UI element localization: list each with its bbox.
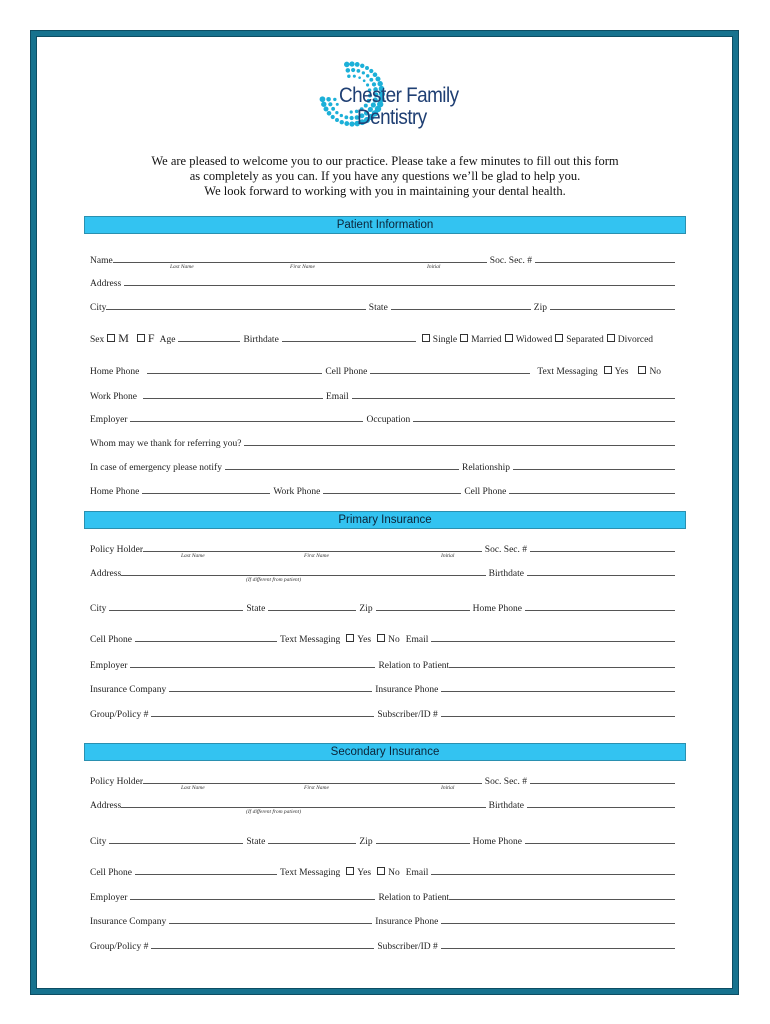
primary-first-name-hint: First Name bbox=[304, 553, 329, 559]
logo-dot bbox=[369, 78, 373, 82]
secondary-insurance-header: Secondary Insurance bbox=[84, 743, 686, 761]
logo-dot bbox=[331, 115, 335, 119]
secondary-text-yes-label: Yes bbox=[357, 868, 372, 878]
logo-dot bbox=[321, 102, 326, 107]
secondary-text-messaging-label: Text Messaging bbox=[279, 868, 341, 878]
last-name-hint: Last Name bbox=[170, 264, 194, 270]
patient-city-row bbox=[90, 300, 678, 314]
secondary-relation-field[interactable] bbox=[449, 890, 675, 900]
primary-ssn-field[interactable] bbox=[530, 542, 675, 552]
logo-dot bbox=[327, 111, 332, 116]
secondary-subscriber-id-field[interactable] bbox=[441, 939, 675, 949]
secondary-insurance-company-label: Insurance Company bbox=[90, 917, 167, 927]
patient-info-header: Patient Information bbox=[84, 216, 686, 234]
secondary-employer-field[interactable] bbox=[130, 890, 375, 900]
ec-home-phone-label: Home Phone bbox=[90, 487, 140, 497]
primary-group-policy-field[interactable] bbox=[151, 707, 374, 717]
sex-m-checkbox[interactable] bbox=[107, 334, 115, 342]
text-yes-label: Yes bbox=[614, 367, 629, 377]
secondary-home-phone-label: Home Phone bbox=[472, 837, 522, 847]
secondary-insurance-phone-label: Insurance Phone bbox=[375, 917, 439, 927]
primary-insurance-phone-field[interactable] bbox=[441, 682, 675, 692]
logo-dot bbox=[326, 97, 331, 102]
patient-sex-row bbox=[90, 331, 678, 345]
secondary-city-field[interactable] bbox=[109, 834, 243, 844]
name-label: Name bbox=[90, 256, 113, 266]
secondary-home-phone-field[interactable] bbox=[525, 834, 675, 844]
logo-dot bbox=[355, 62, 360, 67]
primary-state-label: State bbox=[246, 604, 266, 614]
primary-cell-phone-field[interactable] bbox=[135, 632, 277, 642]
logo-dot bbox=[360, 64, 364, 68]
logo-dot bbox=[347, 75, 350, 78]
secondary-company-row bbox=[90, 914, 678, 928]
relationship-field[interactable] bbox=[513, 460, 675, 470]
zip-label: Zip bbox=[533, 303, 547, 313]
primary-insurance-company-field[interactable] bbox=[169, 682, 372, 692]
secondary-address-label: Address bbox=[90, 801, 122, 811]
secondary-cell-row bbox=[90, 865, 678, 879]
secondary-subscriber-id-label: Subscriber/ID # bbox=[377, 942, 438, 952]
secondary-insurance-company-field[interactable] bbox=[169, 914, 372, 924]
occupation-field[interactable] bbox=[413, 412, 675, 422]
primary-group-policy-label: Group/Policy # bbox=[90, 710, 149, 720]
logo-dot bbox=[331, 107, 335, 111]
primary-text-no-label: No bbox=[388, 635, 400, 645]
home-phone-label: Home Phone bbox=[90, 367, 140, 377]
state-label: State bbox=[368, 303, 388, 313]
patient-phone-row bbox=[90, 364, 678, 378]
secondary-relation-label: Relation to Patient bbox=[378, 893, 450, 903]
secondary-zip-field[interactable] bbox=[376, 834, 470, 844]
primary-ssn-label: Soc. Sec. # bbox=[484, 545, 527, 555]
work-phone-label: Work Phone bbox=[90, 392, 137, 402]
primary-employer-row bbox=[90, 658, 678, 672]
patient-work-row bbox=[90, 389, 678, 403]
birthdate-label: Birthdate bbox=[243, 335, 279, 345]
secondary-birthdate-field[interactable] bbox=[527, 798, 675, 808]
secondary-zip-label: Zip bbox=[359, 837, 373, 847]
secondary-cell-phone-field[interactable] bbox=[135, 865, 277, 875]
secondary-policy-holder-field[interactable] bbox=[143, 774, 482, 784]
state-field[interactable] bbox=[391, 300, 531, 310]
text-messaging-label: Text Messaging bbox=[537, 367, 598, 377]
primary-last-name-hint: Last Name bbox=[181, 553, 205, 559]
primary-text-no-checkbox[interactable] bbox=[377, 634, 385, 642]
logo-dot bbox=[320, 96, 326, 102]
intro-line-1: We are pleased to welcome you to our practice. Please take a few minutes to fill out this form bbox=[151, 154, 619, 168]
primary-zip-label: Zip bbox=[359, 604, 373, 614]
text-no-checkbox[interactable] bbox=[638, 366, 646, 374]
primary-employer-field[interactable] bbox=[130, 658, 375, 668]
intro-line-3: We look forward to working with you in maintaining your dental health. bbox=[204, 184, 566, 198]
primary-text-yes-label: Yes bbox=[357, 635, 372, 645]
secondary-state-label: State bbox=[246, 837, 266, 847]
secondary-initial-hint: Initial bbox=[441, 785, 455, 791]
referral-field[interactable] bbox=[244, 436, 675, 446]
primary-city-row bbox=[90, 601, 678, 615]
primary-cell-row bbox=[90, 632, 678, 646]
primary-city-field[interactable] bbox=[109, 601, 243, 611]
primary-initial-hint: Initial bbox=[441, 553, 455, 559]
primary-cell-phone-label: Cell Phone bbox=[90, 635, 132, 645]
primary-home-phone-field[interactable] bbox=[525, 601, 675, 611]
secondary-address-row bbox=[90, 798, 678, 812]
divorced-checkbox[interactable] bbox=[607, 334, 615, 342]
sex-m-label: M bbox=[118, 331, 129, 345]
patient-employer-row bbox=[90, 412, 678, 426]
secondary-ssn-label: Soc. Sec. # bbox=[484, 777, 527, 787]
text-no-label: No bbox=[649, 367, 662, 377]
primary-address-row bbox=[90, 566, 678, 580]
secondary-text-no-label: No bbox=[388, 868, 400, 878]
practice-logo-text bbox=[339, 85, 459, 129]
email-field[interactable] bbox=[352, 389, 675, 399]
logo-dot bbox=[365, 66, 369, 70]
patient-emergency-row bbox=[90, 460, 678, 474]
first-name-hint: First Name bbox=[290, 264, 315, 270]
logo-dot bbox=[324, 106, 329, 111]
occupation-label: Occupation bbox=[366, 415, 411, 425]
ec-home-phone-field[interactable] bbox=[142, 484, 270, 494]
secondary-group-policy-label: Group/Policy # bbox=[90, 942, 149, 952]
logo-line-1: Chester Family bbox=[339, 84, 459, 107]
logo-dot bbox=[333, 98, 336, 101]
widowed-label: Widowed bbox=[515, 335, 553, 345]
primary-relation-field[interactable] bbox=[449, 658, 675, 668]
secondary-city-row bbox=[90, 834, 678, 848]
employer-label: Employer bbox=[90, 415, 128, 425]
primary-home-phone-label: Home Phone bbox=[472, 604, 522, 614]
text-yes-checkbox[interactable] bbox=[604, 366, 612, 374]
logo-line-2: Dentistry bbox=[357, 106, 427, 129]
primary-email-field[interactable] bbox=[431, 632, 675, 642]
logo-dot bbox=[362, 71, 365, 74]
primary-company-row bbox=[90, 682, 678, 696]
secondary-last-name-hint: Last Name bbox=[181, 785, 205, 791]
ec-work-phone-field[interactable] bbox=[323, 484, 461, 494]
secondary-group-policy-field[interactable] bbox=[151, 939, 374, 949]
secondary-email-label: Email bbox=[405, 868, 429, 878]
logo-dot bbox=[375, 76, 380, 81]
secondary-employer-label: Employer bbox=[90, 893, 128, 903]
divorced-label: Divorced bbox=[617, 335, 654, 345]
logo-dot bbox=[363, 79, 366, 82]
emergency-contact-field[interactable] bbox=[225, 460, 459, 470]
primary-state-field[interactable] bbox=[268, 601, 356, 611]
emergency-phone-row bbox=[90, 484, 678, 498]
ec-cell-phone-field[interactable] bbox=[509, 484, 675, 494]
primary-policy-holder-field[interactable] bbox=[143, 542, 482, 552]
logo-dot bbox=[349, 61, 354, 66]
secondary-policy-holder-label: Policy Holder bbox=[90, 777, 144, 787]
widowed-checkbox[interactable] bbox=[505, 334, 513, 342]
single-label: Single bbox=[432, 335, 458, 345]
primary-relation-label: Relation to Patient bbox=[378, 661, 450, 671]
secondary-birthdate-label: Birthdate bbox=[488, 801, 524, 811]
emergency-label: In case of emergency please notify bbox=[90, 463, 222, 473]
city-field[interactable] bbox=[106, 300, 365, 310]
primary-insurance-header: Primary Insurance bbox=[84, 511, 686, 529]
secondary-holder-row bbox=[90, 774, 678, 788]
primary-email-label: Email bbox=[405, 635, 429, 645]
employer-field[interactable] bbox=[130, 412, 363, 422]
sex-label: Sex bbox=[90, 335, 105, 345]
intro-line-2: as completely as you can. If you have any questions we’ll be glad to help you. bbox=[189, 169, 581, 183]
work-phone-field[interactable] bbox=[143, 389, 323, 399]
primary-birthdate-field[interactable] bbox=[527, 566, 675, 576]
address-field[interactable] bbox=[124, 276, 675, 286]
home-phone-field[interactable] bbox=[147, 364, 322, 374]
address-label: Address bbox=[90, 279, 122, 289]
secondary-state-field[interactable] bbox=[268, 834, 356, 844]
age-field[interactable] bbox=[178, 332, 240, 342]
birthdate-field[interactable] bbox=[282, 332, 416, 342]
primary-address-field[interactable] bbox=[121, 566, 486, 576]
secondary-city-label: City bbox=[90, 837, 107, 847]
sex-f-checkbox[interactable] bbox=[137, 334, 145, 342]
primary-employer-label: Employer bbox=[90, 661, 128, 671]
secondary-text-no-checkbox[interactable] bbox=[377, 867, 385, 875]
primary-subscriber-id-field[interactable] bbox=[441, 707, 675, 717]
logo-dot bbox=[351, 68, 355, 72]
primary-policy-holder-label: Policy Holder bbox=[90, 545, 144, 555]
primary-text-messaging-label: Text Messaging bbox=[279, 635, 341, 645]
primary-holder-row bbox=[90, 542, 678, 556]
intro-text bbox=[85, 154, 685, 199]
ec-work-phone-label: Work Phone bbox=[273, 487, 321, 497]
ssn-field[interactable] bbox=[535, 253, 675, 263]
separated-label: Separated bbox=[566, 335, 604, 345]
patient-referral-row bbox=[90, 436, 678, 450]
secondary-insurance-phone-field[interactable] bbox=[441, 914, 675, 924]
patient-address-row bbox=[90, 276, 678, 290]
primary-subscriber-id-label: Subscriber/ID # bbox=[377, 710, 438, 720]
primary-zip-field[interactable] bbox=[376, 601, 470, 611]
email-label: Email bbox=[326, 392, 349, 402]
secondary-ssn-field[interactable] bbox=[530, 774, 675, 784]
primary-address-label: Address bbox=[90, 569, 122, 579]
logo-dot bbox=[353, 75, 356, 78]
primary-if-different-hint: (If different from patient) bbox=[246, 577, 302, 583]
secondary-email-field[interactable] bbox=[431, 865, 675, 875]
primary-city-label: City bbox=[90, 604, 107, 614]
primary-birthdate-label: Birthdate bbox=[488, 569, 524, 579]
secondary-employer-row bbox=[90, 890, 678, 904]
logo-dot bbox=[373, 72, 378, 77]
logo-dot bbox=[346, 68, 351, 73]
ssn-label: Soc. Sec. # bbox=[489, 256, 532, 266]
single-checkbox[interactable] bbox=[422, 334, 430, 342]
zip-field[interactable] bbox=[550, 300, 675, 310]
name-field[interactable] bbox=[113, 253, 487, 263]
logo-dot bbox=[366, 74, 369, 77]
logo-dot bbox=[369, 69, 373, 73]
secondary-policy-row bbox=[90, 939, 678, 953]
cell-phone-field[interactable] bbox=[370, 364, 530, 374]
relationship-label: Relationship bbox=[461, 463, 511, 473]
initial-hint: Initial bbox=[427, 264, 441, 270]
primary-insurance-company-label: Insurance Company bbox=[90, 685, 167, 695]
primary-policy-row bbox=[90, 707, 678, 721]
separated-checkbox[interactable] bbox=[555, 334, 563, 342]
secondary-if-different-hint: (If different from patient) bbox=[246, 809, 302, 815]
primary-text-yes-checkbox[interactable] bbox=[346, 634, 354, 642]
sex-f-label: F bbox=[147, 331, 155, 345]
city-label: City bbox=[90, 303, 107, 313]
cell-phone-label: Cell Phone bbox=[325, 367, 368, 377]
married-label: Married bbox=[471, 335, 502, 345]
secondary-text-yes-checkbox[interactable] bbox=[346, 867, 354, 875]
logo-dot bbox=[358, 76, 361, 79]
secondary-cell-phone-label: Cell Phone bbox=[90, 868, 132, 878]
secondary-address-field[interactable] bbox=[121, 798, 486, 808]
age-label: Age bbox=[159, 335, 176, 345]
secondary-first-name-hint: First Name bbox=[304, 785, 329, 791]
married-checkbox[interactable] bbox=[460, 334, 468, 342]
logo-dot bbox=[328, 102, 332, 106]
logo-dot bbox=[357, 69, 361, 73]
primary-insurance-phone-label: Insurance Phone bbox=[375, 685, 439, 695]
referral-label: Whom may we thank for referring you? bbox=[90, 439, 242, 449]
logo-dot bbox=[344, 62, 350, 68]
ec-cell-phone-label: Cell Phone bbox=[464, 487, 507, 497]
